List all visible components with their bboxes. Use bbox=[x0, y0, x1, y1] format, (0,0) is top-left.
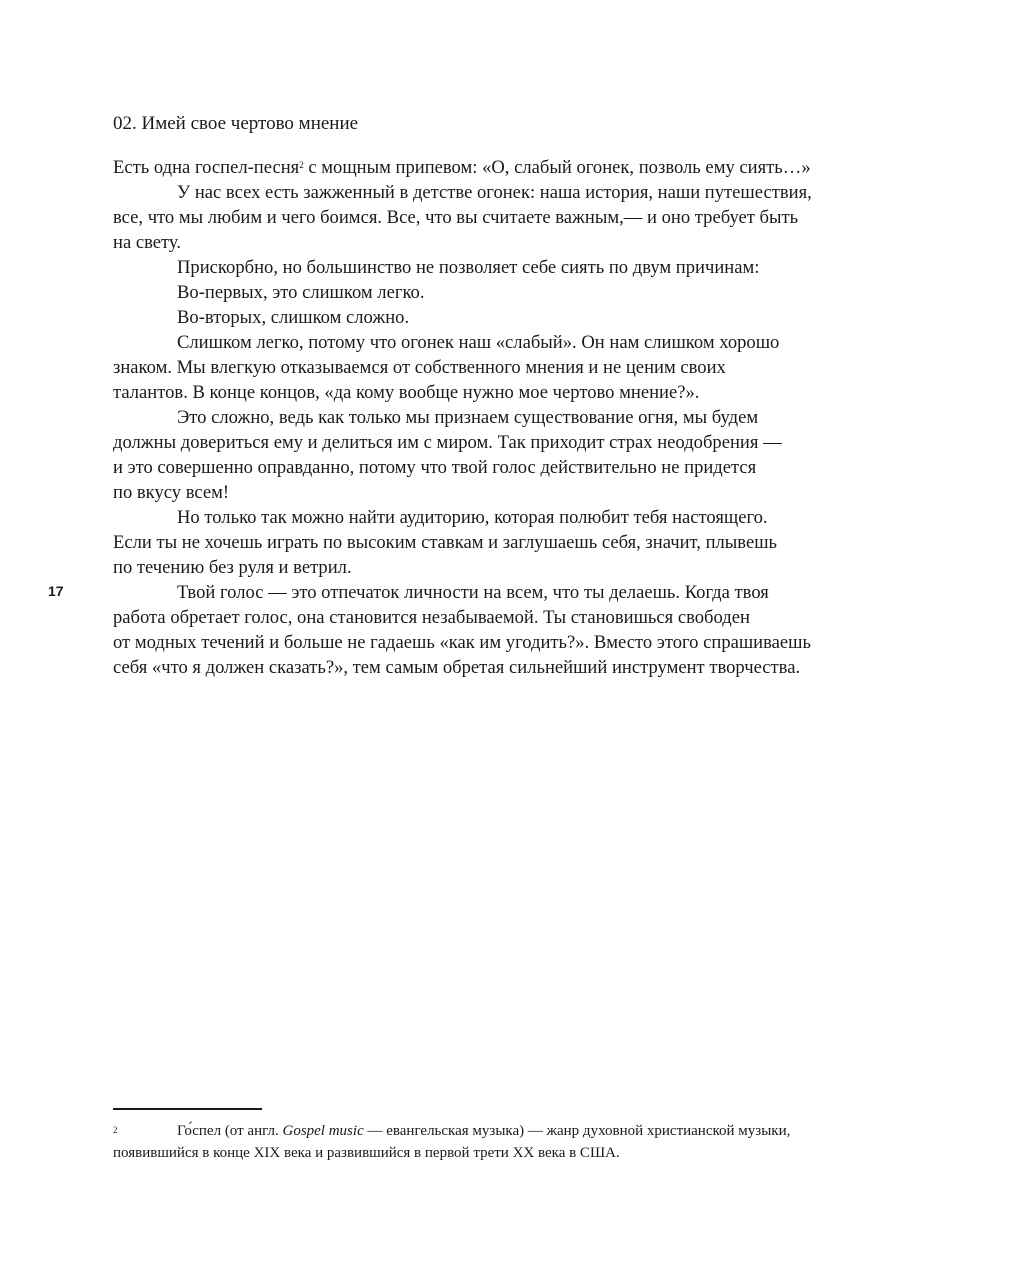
paragraph-5-line-1: Во-вторых, слишком сложно. bbox=[177, 307, 410, 328]
paragraph-9-line-1: Твой голос — это отпечаток личности на всем, что ты делаешь. Когда твоя bbox=[177, 582, 769, 603]
paragraph-3-line-1: Прискорбно, но большинство не позволяет себе сиять по двум причинам: bbox=[177, 257, 760, 278]
paragraph-9-line-4: себя «что я должен сказать?», тем самым обретая сильнейший инструмент творчества. bbox=[113, 657, 801, 678]
footnote-marker: 2 bbox=[113, 1125, 118, 1135]
paragraph-8-line-3: по течению без руля и ветрил. bbox=[113, 557, 352, 578]
paragraph-6-line-1: Слишком легко, потому что огонек наш «слабый». Он нам слишком хорошо bbox=[177, 332, 780, 353]
paragraph-6-line-2: знаком. Мы влегкую отказываемся от собственного мнения и не ценим своих bbox=[113, 357, 726, 378]
paragraph-4-line-1: Во-первых, это слишком легко. bbox=[177, 282, 425, 303]
paragraph-7-line-3: и это совершенно оправданно, потому что твой голос действительно не придется bbox=[113, 457, 757, 478]
paragraph-2-line-3: на свету. bbox=[113, 232, 181, 253]
footnote-reference[interactable]: 2 bbox=[299, 160, 304, 170]
paragraph-2-line-2: все, что мы любим и чего боимся. Все, что вы считаете важным,— и оно требует быть bbox=[113, 207, 799, 228]
footnote-italic-term: Gospel music bbox=[282, 1123, 364, 1139]
paragraph-6-line-3: талантов. В конце концов, «да кому вообще нужно мое чертово мнение?». bbox=[113, 382, 700, 403]
chapter-heading: 02. Имей свое чертово мнение bbox=[113, 113, 359, 134]
paragraph-9-line-3: от модных течений и больше не гадаешь «как им угодить?». Вместо этого спрашиваешь bbox=[113, 632, 811, 653]
paragraph-8-line-2: Если ты не хочешь играть по высоким ставкам и заглушаешь себя, значит, плывешь bbox=[113, 532, 778, 553]
paragraph-7-line-2: должны довериться ему и делиться им с миром. Так приходит страх неодобрения — bbox=[113, 432, 782, 453]
paragraph-7-line-4: по вкусу всем! bbox=[113, 482, 230, 503]
footnote-divider bbox=[113, 1108, 262, 1110]
page-number: 17 bbox=[48, 583, 64, 599]
paragraph-1-line-1: Есть одна госпел-песня$^2$ с мощным припевом: «О, слабый огонек, позволь ему сиять…» bbox=[113, 157, 811, 178]
footnote-term: Го́спел bbox=[177, 1123, 222, 1139]
paragraph-2-line-1: У нас всех есть зажженный в детстве огонек: наша история, наши путешествия, bbox=[177, 182, 812, 203]
footnote-line-1: 2 Го́спел (от англ. Gospel music — евангельская музыка) — жанр духовной христианской музыки, bbox=[113, 1120, 925, 1142]
footnote-line-2: появившийся в конце XIX века и развившийся в первой трети XX века в США. bbox=[113, 1145, 620, 1161]
body-text bbox=[113, 155, 925, 680]
footnote bbox=[113, 1120, 925, 1164]
paragraph-7-line-1: Это сложно, ведь как только мы признаем существование огня, мы будем bbox=[177, 407, 759, 428]
paragraph-8-line-1: Но только так можно найти аудиторию, которая полюбит тебя настоящего. bbox=[177, 507, 768, 528]
paragraph-9-line-2: работа обретает голос, она становится незабываемой. Ты становишься свободен bbox=[113, 607, 750, 628]
